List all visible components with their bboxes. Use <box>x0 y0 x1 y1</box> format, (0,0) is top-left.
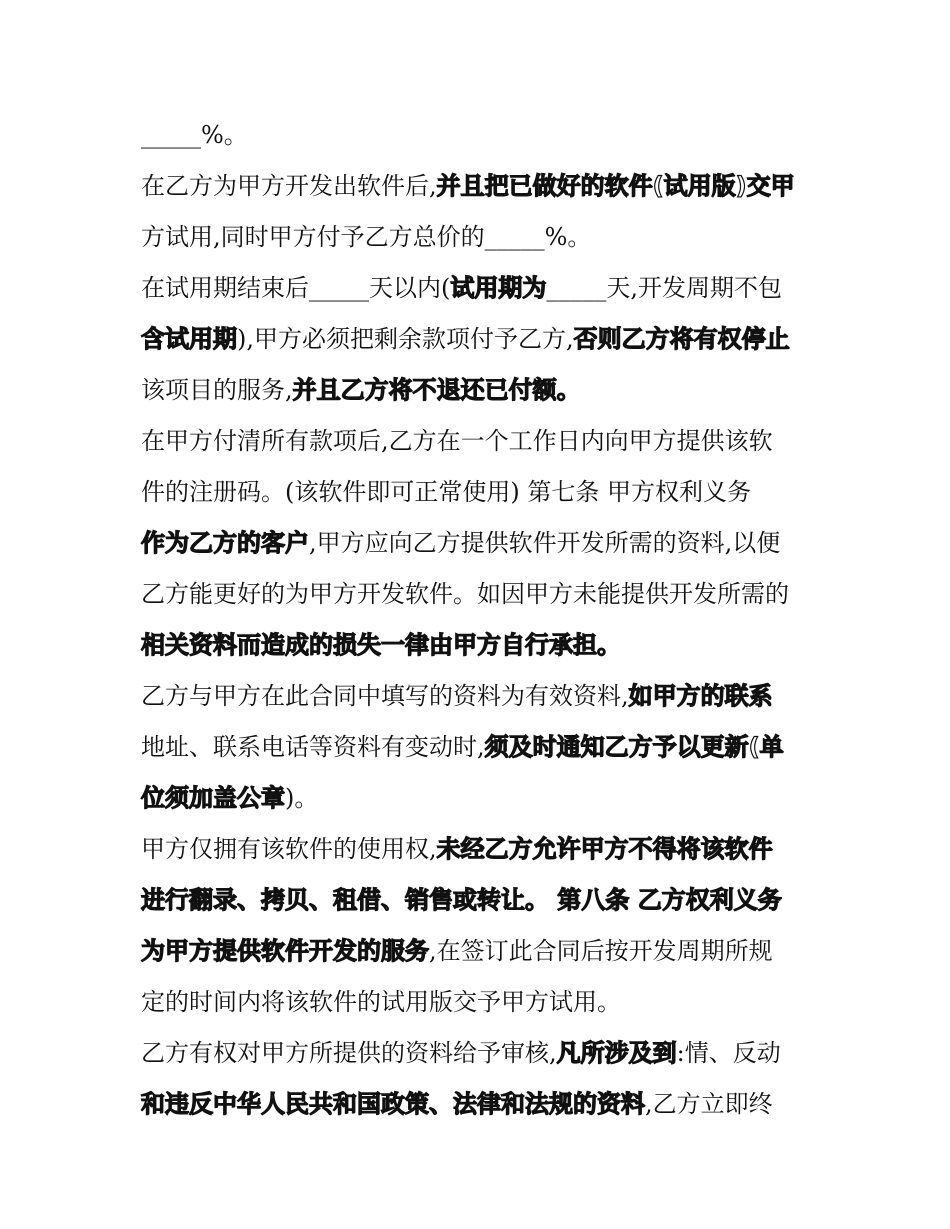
text-segment: 定的时间内将该软件的试用版交予甲方试用。 <box>141 988 621 1016</box>
text-segment: 甲方仅拥有该软件的使用权, <box>141 835 437 863</box>
text-line <box>141 977 821 1028</box>
outlined-text-segment: 和违反中华人民共和国政策、法律和法规的资料 <box>141 1090 645 1118</box>
outlined-text-segment: 位须加盖公章 <box>141 784 285 812</box>
outlined-text-segment: 凡所涉及到 <box>556 1039 677 1067</box>
outlined-text-segment: 并且把已做好的软件(试用版)交甲 <box>436 172 795 200</box>
text-segment: _____%。 <box>141 121 248 149</box>
text-segment: 地址、联系电话等资料有变动时, <box>141 733 485 761</box>
outlined-text-segment: 作为乙方的客户 <box>141 529 309 557</box>
outlined-text-segment: 含试用期 <box>141 325 237 353</box>
text-line <box>141 212 821 263</box>
text-line <box>141 365 821 416</box>
text-segment: 该项目的服务, <box>141 376 293 404</box>
text-segment: ,甲方应向乙方提供软件开发所需的资料,以便 <box>309 529 781 557</box>
outlined-text-segment: 未经乙方允许甲方不得将该软件 <box>436 835 773 863</box>
text-line <box>141 1079 821 1130</box>
text-segment: ,在签订此合同后按开发周期所规 <box>429 937 773 965</box>
text-line <box>141 161 821 212</box>
text-line <box>141 722 821 773</box>
text-line <box>141 569 821 620</box>
text-line <box>141 263 821 314</box>
text-segment: ,乙方立即终 <box>645 1090 773 1118</box>
text-segment: )。 <box>285 784 319 812</box>
text-line <box>141 926 821 977</box>
text-segment: :情、反动 <box>676 1039 781 1067</box>
outlined-text-segment: 如甲方的联系 <box>628 682 773 710</box>
text-line <box>141 620 821 671</box>
text-segment: 件的注册码。(该软件即可正常使用) 第七条 甲方权利义务 <box>141 478 751 506</box>
outlined-text-segment: 否则乙方将有权停止 <box>573 325 790 353</box>
text-line <box>141 314 821 365</box>
outlined-text-segment: 为甲方提供软件开发的服务 <box>141 937 429 965</box>
text-line <box>141 518 821 569</box>
outlined-text-segment: 并且乙方将不退还已付额。 <box>292 376 581 404</box>
text-segment: 在甲方付清所有款项后,乙方在一个工作日内向甲方提供该软 <box>141 427 773 455</box>
text-segment: 乙方与甲方在此合同中填写的资料为有效资料, <box>141 682 629 710</box>
text-segment: 在乙方为甲方开发出软件后, <box>141 172 437 200</box>
text-line <box>141 875 821 926</box>
outlined-text-segment: 须及时通知乙方予以更新(单 <box>484 733 784 761</box>
text-line <box>141 824 821 875</box>
text-line <box>141 1028 821 1079</box>
text-segment: _____天,开发周期不包 <box>546 274 783 302</box>
text-segment: ),甲方必须把剩余款项付予乙方, <box>237 325 574 353</box>
text-segment: 在试用期结束后_____天以内( <box>141 274 451 302</box>
text-segment: 乙方有权对甲方所提供的资料给予审核, <box>141 1039 557 1067</box>
text-segment: 方试用,同时甲方付予乙方总价的_____%。 <box>141 223 592 251</box>
text-line <box>141 467 821 518</box>
text-line <box>141 110 821 161</box>
text-line <box>141 671 821 722</box>
document-body <box>141 110 821 1130</box>
outlined-text-segment: 相关资料而造成的损失一律由甲方自行承担。 <box>141 631 621 659</box>
text-segment: 乙方能更好的为甲方开发软件。如因甲方未能提供开发所需的 <box>141 580 789 608</box>
outlined-text-segment: 试用期为 <box>450 274 547 302</box>
text-line <box>141 773 821 824</box>
text-line <box>141 416 821 467</box>
outlined-text-segment: 进行翻录、拷贝、租借、销售或转让。 第八条 乙方权利义务 <box>141 886 782 914</box>
